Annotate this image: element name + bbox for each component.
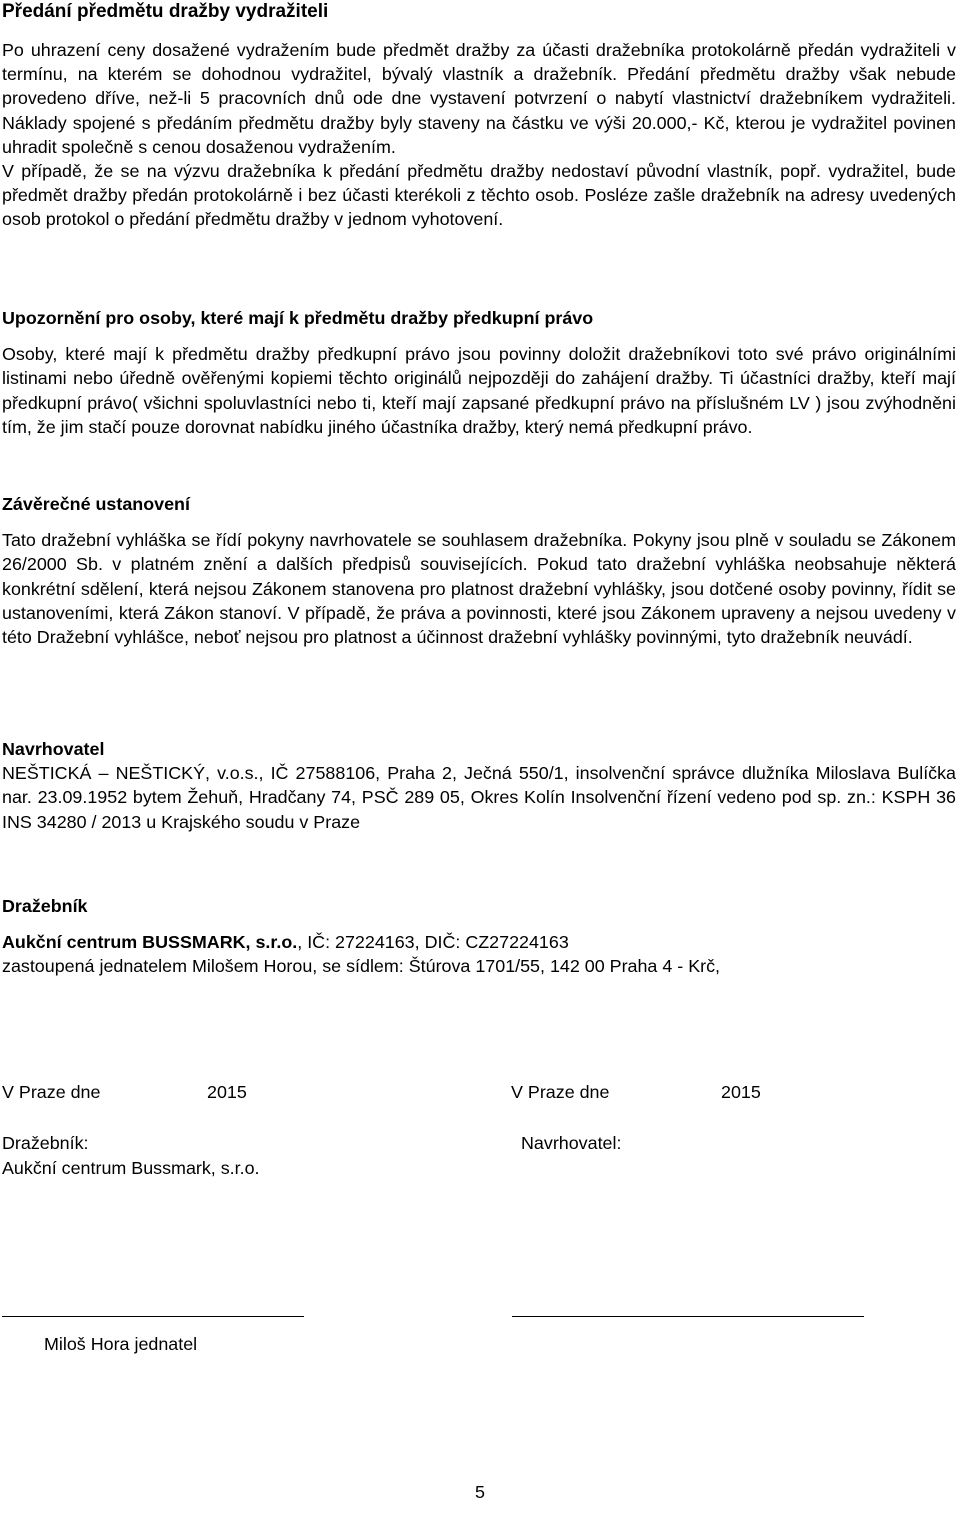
page-number: 5 <box>475 1482 485 1502</box>
heading-petitioner: Navrhovatel <box>2 739 105 759</box>
left-year: 2015 <box>207 1082 247 1102</box>
auctioneer-ids: , IČ: 27224163, DIČ: CZ27224163 <box>297 932 569 953</box>
section-auctioneer <box>2 894 956 979</box>
paragraph-final: Tato dražební vyhláška se řídí pokyny navrhovatele se souhlasem dražebníka. Pokyny jsou plně v souladu se Zákonem 26/2000 Sb. v platném znění a dalších předpisů souvisejících. Pokud tato dražební vyhláška neobsahuje některá konkrétní sdělení, která nejsou Zákonem stanovena pro platnost dražební vyhlášky, jsou dotčené osoby povinny, řídit se ustanoveními, která Zákon stanoví. V případě, že práva a povinnosti, které jsou Zákonem upraveny a nejsou uvedeny v této Dražební vyhlášce, neboť nejsou pro platnost a účinnost dražební vyhlášky povinnými, tyto dražebník neuvádí. <box>2 530 956 648</box>
left-company: Aukční centrum Bussmark, s.r.o. <box>2 1158 260 1178</box>
paragraph-petitioner: NEŠTICKÁ – NEŠTICKÝ, v.o.s., IČ 27588106, Praha 2, Ječná 550/1, insolvenční správce dlužníka Miloslava Bulíčka nar. 23.09.1952 bytem Žehuň, Hradčany 74, PSČ 289 05, Okres Kolín Insolvenční řízení vedeno pod sp. zn.: KSPH 36 INS 34280 / 2013 u Krajského soudu v Praze <box>2 763 956 832</box>
paragraph-handover-1: Po uhrazení ceny dosažené vydražením bude předmět dražby za účasti dražebníka protokolárně předán vydražiteli v termínu, na kterém se dohodnou vydražitel, bývalý vlastník a dražebník. Předání předmětu dražby však nebude provedeno dříve, než-li 5 pracovních dnů ode dne vystavení potvrzení o nabytí vlastnictví dražebníkem vydražiteli. Náklady spojené s předáním předmětu dražby byly staveny na částku ve výši 20.000,- Kč, kterou je vydražitel povinen uhradit společně s cenou dosaženou vydražením. <box>2 40 956 157</box>
auctioneer-identity <box>2 930 956 954</box>
right-year: 2015 <box>721 1082 761 1102</box>
section-preemption <box>2 306 956 439</box>
signature-block <box>2 1080 956 1220</box>
heading-final: Závěrečné ustanovení <box>2 494 190 514</box>
signature-line-right <box>512 1316 864 1317</box>
signature-line-left <box>2 1316 304 1317</box>
left-role: Dražebník: <box>2 1133 89 1153</box>
heading-preemption: Upozornění pro osoby, které mají k předmětu dražby předkupní právo <box>2 308 594 328</box>
left-place: V Praze dne <box>2 1082 101 1102</box>
auctioneer-representation: zastoupená jednatelem Milošem Horou, se sídlem: Štúrova 1701/55, 142 00 Praha 4 - Krč, <box>2 956 721 977</box>
paragraph-handover-2: V případě, že se na výzvu dražebníka k předání předmětu dražby nedostaví původní vlastník, popř. vydražitel, bude předmět dražby předán protokolárně i bez účasti kterékoli z těchto osob. Posléze zašle dražebník na adresy uvedených osob protokol o předání předmětu dražby v jednom vyhotovení. <box>2 161 956 230</box>
right-place: V Praze dne <box>511 1082 610 1102</box>
right-role: Navrhovatel: <box>521 1133 622 1153</box>
signer-name: Miloš Hora jednatel <box>44 1334 198 1354</box>
heading-handover: Předání předmětu dražby vydražiteli <box>2 1 329 22</box>
heading-auctioneer: Dražebník <box>2 896 88 916</box>
auctioneer-name: Aukční centrum BUSSMARK, s.r.o. <box>2 932 298 953</box>
paragraph-preemption: Osoby, které mají k předmětu dražby předkupní právo jsou povinny doložit dražebníkovi toto své právo originálními listinami nebo úředně ověřenými kopiemi těchto originálů nejpozději do zahájení dražby. Ti účastníci dražby, kteří mají předkupní právo( všichni spoluvlastníci nebo ti, kteří mají zapsané předkupní právo na příslušném LV ) jsou zvýhodněni tím, že jim stačí pouze dorovnat nabídku jiného účastníka dražby, který nemá předkupní právo. <box>2 344 956 437</box>
section-final <box>2 492 956 649</box>
section-handover <box>2 38 956 232</box>
section-petitioner <box>2 737 956 834</box>
